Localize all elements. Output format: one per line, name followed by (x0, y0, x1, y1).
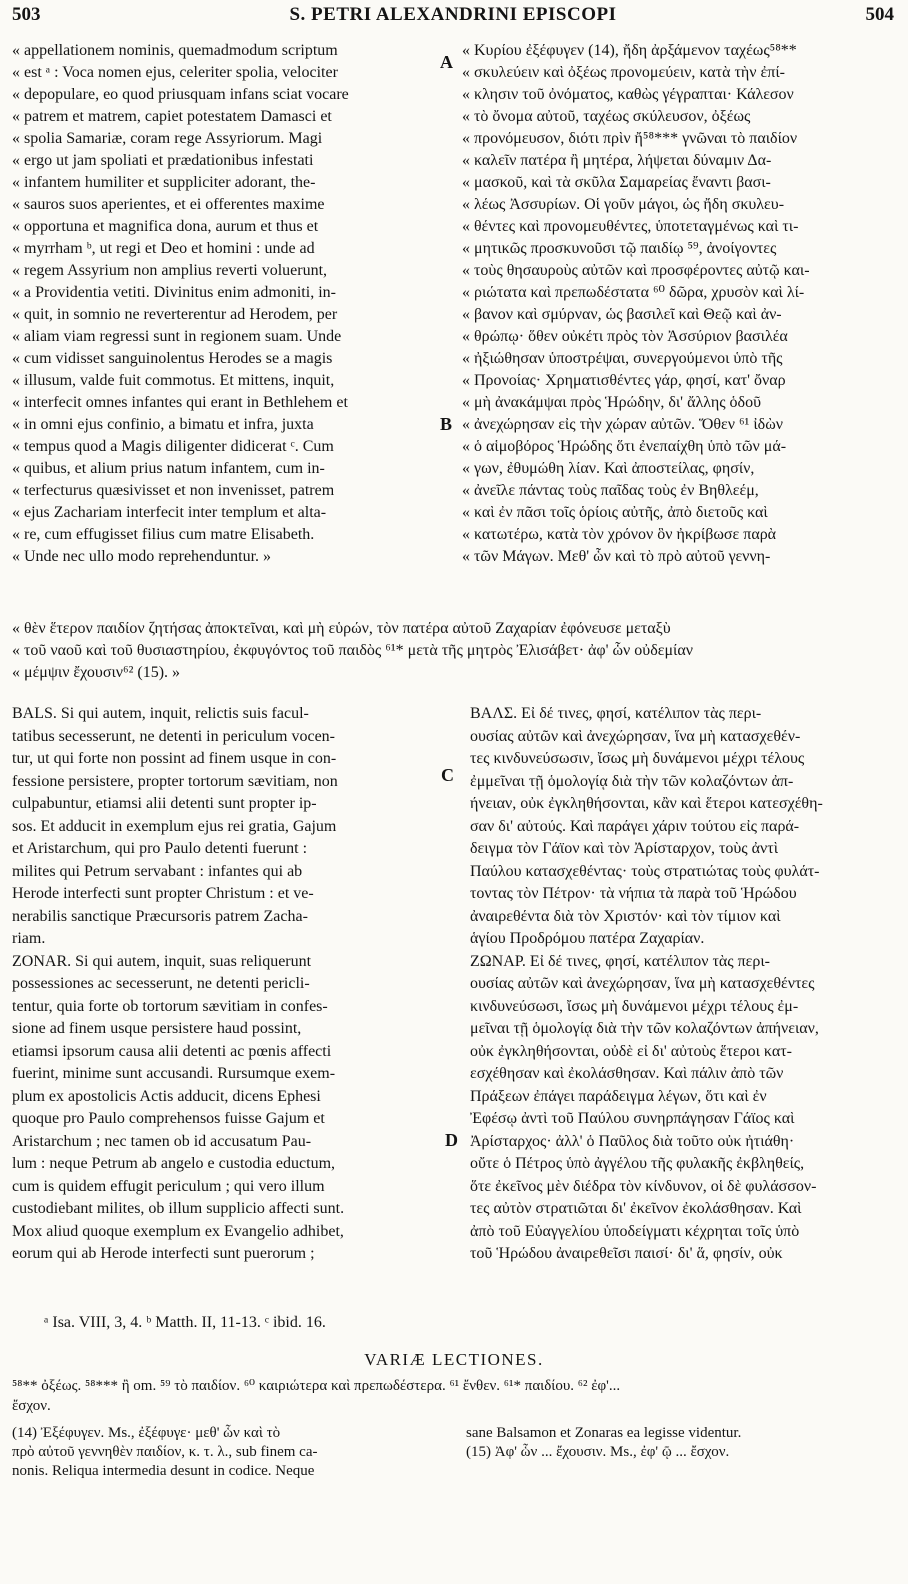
greek-commentary-line: ΒΑΛΣ. Εἰ δέ τινες, φησί, κατέλιπον τὰς περι- (470, 705, 762, 722)
footnote-line: sane Balsamon et Zonaras ea legisse videntur. (466, 1425, 742, 1441)
greek-line: « βανον καὶ σμύρναν, ὡς βασιλεῖ καὶ Θεῷ καὶ ἀν- (462, 306, 782, 323)
greek-line: « ριώτατα καὶ πρεπωδέστατα ⁶⁰ δῶρα, χρυσὸν καὶ λί- (462, 284, 805, 301)
greek-line: « τὸ ὄνομα αὐτοῦ, ταχέως σκύλευσον, ὀξέως (462, 108, 751, 125)
greek-line: « μασκοῦ, καὶ τὰ σκῦλα Σαμαρείας ἔναντι βασι- (462, 174, 771, 191)
variae-lectiones-title: VARIÆ LECTIONES. (364, 1350, 544, 1369)
footnote-line: (15) Ἀφ' ὧν ... ἔχουσιν. Ms., ἐφ' ῷ ... ἔσχον. (466, 1444, 730, 1460)
greek-line: « κατωτέρω, κατὰ τὸν χρόνον ὃν ἠκρίβωσε παρὰ (462, 526, 777, 543)
margin-mark-c: C (441, 765, 454, 785)
full-width-line: « μέμψιν ἔχουσιν⁶² (15). » (12, 664, 181, 681)
greek-line: « σκυλεύειν καὶ ὀξέως προνομεύειν, κατὰ τὴν ἐπί- (462, 64, 785, 81)
latin-line: « a Providentia vetiti. Divinitus enim admoniti, in- (12, 284, 336, 301)
page-title: S. PETRI ALEXANDRINI EPISCOPI (289, 4, 617, 25)
latin-commentary-column (12, 703, 442, 1266)
latin-line: « patrem et matrem, capiet potestatem Damasci et (12, 108, 332, 125)
greek-commentary-line: τοντας τὸν Πέτρον· τὰ νήπια τὰ παρὰ τοῦ Ἡρώδου (470, 885, 797, 902)
latin-line: « opportuna et magnifica dona, aurum et thus et (12, 218, 319, 235)
greek-commentary-line: τες κινδυνεύσωσιν, ἴσως μὴ δυνάμενοι μέχρι τέλους (470, 750, 805, 767)
latin-commentary-line: nerabilis sanctique Præcursoris patrem Zacha- (12, 907, 308, 925)
greek-commentary-line: τοῦ Ἡρώδου ἀναιρεθεῖσι παισί· δι' ἅ, φησίν, οὐκ (470, 1245, 783, 1262)
running-header (12, 4, 894, 32)
latin-commentary-line: ZONAR. Si qui autem, inquit, suas reliquerunt (12, 952, 312, 970)
greek-line: « μητικῶς προσκυνοῦσι τῷ παιδίῳ ⁵⁹, ἀνοίγοντες (462, 240, 777, 257)
latin-commentary-line: tatibus secesserunt, ne detenti in periculum vocen- (12, 727, 336, 745)
latin-line: « quit, in somnio ne reverterentur ad Herodem, per (12, 306, 338, 323)
greek-line: « ὁ αἱμοβόρος Ἡρώδης ὅτι ἐνεπαίχθη ὑπὸ τῶν μά- (462, 438, 787, 455)
latin-commentary-line: plum ex apostolicis Actis adducit, dicens Ephesi (12, 1087, 321, 1105)
latin-line: « Unde nec ullo modo reprehenduntur. » (12, 548, 272, 565)
greek-commentary-column (470, 703, 897, 1266)
latin-commentary-line: fessione persistere, propter tortorum sævitiam, non (12, 772, 338, 790)
latin-line: « ergo ut jam spoliati et prædationibus infestati (12, 152, 314, 169)
greek-line: « τοὺς θησαυροὺς αὐτῶν καὶ προσφέροντες αὐτῷ και- (462, 262, 810, 279)
variant-line: ⁵⁸** ὀξέως. ⁵⁸*** ἢ om. ⁵⁹ τὸ παιδίον. ⁶⁰ καιριώτερα καὶ πρεπωδέστερα. ⁶¹ ἔνθεν. ⁶¹* παιδίου. ⁶² ἐφ'... (12, 1378, 621, 1394)
latin-commentary-line: tur, ut qui forte non possint ad finem usque in con- (12, 750, 337, 767)
margin-mark-d: D (445, 1130, 458, 1150)
latin-commentary-line: sos. Et adducit in exemplum ejus rei gratia, Gajum (12, 817, 337, 835)
latin-line: « regem Assyrium non amplius reverti voluerunt, (12, 262, 328, 279)
latin-line: « interfecit omnes infantes qui erant in Bethlehem et (12, 394, 348, 411)
latin-commentary-line: Mox aliud quoque exemplum ex Evangelio adhibet, (12, 1222, 344, 1240)
latin-commentary-line: sione ad finem usque persistere haud possint, (12, 1020, 302, 1037)
greek-commentary-line: κινδυνεύσωσι, ἴσως μὴ δυνάμενοι μέχρι τέλους ἐμ- (470, 997, 799, 1015)
latin-commentary-line: eorum qui ab Herode interfecti sunt puerorum ; (12, 1245, 315, 1262)
latin-line: « quibus, et alium prius natum infantem, cum in- (12, 460, 325, 477)
latin-line: « ejus Zachariam interfecit inter templum et alta- (12, 504, 327, 521)
greek-line: « προνόμευσον, διότι πρὶν ἤ⁵⁸*** γνῶναι τὸ παιδίον (462, 130, 798, 147)
latin-commentary-line: milites qui Petrum servabant : infantes qui ab (12, 862, 303, 880)
greek-commentary-line: Πράξεων ἐπάγει παράδειγμα λέγων, ὅτι καὶ ἐν (470, 1087, 767, 1105)
greek-line: « μὴ ἀνακάμψαι πρὸς Ἡρώδην, δι' ἄλλης ὁδοῦ (462, 394, 761, 411)
greek-commentary-line: Ἀρίσταρχος· ἀλλ' ὁ Παῦλος διὰ τοῦτο οὐκ ἠτιάθη· (470, 1132, 795, 1150)
greek-commentary-line: ΖΩΝΑΡ. Εἰ δέ τινες, φησί, κατέλιπον τὰς περι- (470, 952, 770, 970)
greek-line: « ἀνεχώρησαν εἰς τὴν χώραν αὐτῶν. Ὅθεν ⁶¹ ἰδὼν (462, 416, 783, 433)
latin-line: « aliam viam regressi sunt in regionem suam. Unde (12, 328, 342, 345)
latin-line: « spolia Samariæ, coram rege Assyriorum. Magi (12, 130, 323, 147)
greek-line: « κλησιν τοῦ ὀνόματος, καθὼς γέγραπται· Κάλεσον (462, 86, 794, 103)
footnote-line: nonis. Reliqua intermedia desunt in codice. Neque (12, 1463, 315, 1479)
greek-commentary-line: σαν δι' αὐτούς. Καὶ παράγει χάριν τούτου εἰς παρά- (470, 817, 800, 835)
latin-commentary-line: possessiones ac secesserunt, ne detenti pericli- (12, 975, 310, 992)
greek-commentary-line: ἐμμεῖναι τῇ ὁμολογίᾳ διὰ τὴν τῶν κολαζόντων ἀπ- (470, 772, 794, 790)
latin-line: « est ᵃ : Voca nomen ejus, celeriter spolia, velociter (12, 64, 338, 81)
greek-commentary-line: Ἐφέσῳ ἀντὶ τοῦ Παύλου συνηρπάγησαν Γάϊος καὶ (470, 1110, 795, 1127)
latin-commentary-line: fuerint, minime sunt accusandi. Rursumque exem- (12, 1065, 336, 1082)
latin-commentary-line: custodiebant milites, ob illum supplicio affecti sunt. (12, 1200, 345, 1217)
latin-commentary-line: cum is quidem effugit periculum ; qui vero illum (12, 1177, 325, 1195)
greek-commentary-line: ἀναιρεθέντα διὰ τὸν Χριστόν· καὶ τὸν τίμιον καὶ (470, 907, 781, 925)
latin-line: « illusum, valde fuit commotus. Et mittens, inquit, (12, 372, 335, 389)
footnote-line: πρὸ αὐτοῦ γεννηθὲν παιδίον, κ. τ. λ., sub finem ca- (12, 1444, 318, 1460)
greek-line: « θρώπῳ· ὅθεν οὐκέτι πρὸς τὸν Ἀσσύριον βασιλέα (462, 328, 788, 345)
greek-commentary-line: ἀπὸ τοῦ Εὐαγγελίου ὑποδείγματι κέχρηται τοῖς ὑπὸ (470, 1222, 800, 1240)
greek-line: « καὶ ἐν πᾶσι τοῖς ὁρίοις αὐτῆς, ἀπὸ διετοῦς καὶ (462, 504, 768, 521)
full-width-line: « θὲν ἕτερον παιδίον ζητήσας ἀποκτεῖναι, καὶ μὴ εὑρών, τὸν πατέρα αὐτοῦ Ζαχαρίαν ἐφόνευσε μεταξὺ (12, 620, 671, 637)
full-width-line: « τοῦ ναοῦ καὶ τοῦ θυσιαστηρίου, ἐκφυγόντος τοῦ παιδὸς ⁶¹* μετὰ τῆς μητρὸς Ἐλισάβετ· ἀφ' ὧν οὐδεμίαν (12, 642, 693, 659)
greek-line: « Προνοίας· Χρηματισθέντες γάρ, φησί, κατ' ὄναρ (462, 372, 786, 389)
latin-line: « cum vidisset sanguinolentus Herodes se a magis (12, 350, 333, 367)
greek-commentary-line: οὐκ ἐγκληθήσονται, οὐδὲ εἰ δι' αὐτοὺς ἕτεροι κατ- (470, 1042, 792, 1060)
latin-commentary-line: et Aristarchum, qui pro Paulo detenti fuerunt : (12, 840, 308, 857)
latin-commentary-line: BALS. Si qui autem, inquit, relictis suis facul- (12, 705, 309, 722)
latin-commentary-line: riam. (12, 930, 46, 947)
footnotes-left (12, 1424, 442, 1481)
scripture-references: ᵃ Isa. VIII, 3, 4. ᵇ Matth. II, 11-13. ᶜ ibid. 16. (44, 1314, 326, 1331)
latin-line: « myrrham ᵇ, ut regi et Deo et homini : unde ad (12, 240, 315, 257)
greek-commentary-line: εσχέθησαν καὶ ἐκολάσθησαν. Καὶ πάλιν ἀπὸ τῶν (470, 1065, 784, 1082)
greek-commentary-line: ουσίας αὐτῶν καὶ ἀνεχώρησαν, ἵνα μὴ κατασχεθέντες (470, 975, 815, 992)
page-number-right: 504 (865, 4, 894, 25)
greek-commentary-line: ἁγίου Προδρόμου πατέρα Ζαχαρίαν. (470, 930, 705, 947)
latin-commentary-line: Aristarchum ; nec tamen ob id accusatum Pau- (12, 1132, 312, 1150)
latin-line: « tempus quod a Magis diligenter didicerat ᶜ. Cum (12, 438, 334, 455)
greek-commentary-line: ήνειαν, οὐκ ἐγκληθήσονται, κἂν καὶ ἕτεροι κατεσχέθη- (470, 795, 823, 812)
page-number-left: 503 (12, 4, 41, 25)
variant-line: ἔσχον. (12, 1398, 51, 1414)
greek-commentary-line: μεῖναι τῇ ὁμολογίᾳ διὰ τὴν τῶν κολαζόντων ἀπήνειαν, (470, 1020, 819, 1037)
greek-line: « τῶν Μάγων. Μεθ' ὧν καὶ τὸ πρὸ αὐτοῦ γεννη- (462, 548, 771, 565)
full-width-greek-lines (12, 618, 898, 684)
greek-commentary-line: Παύλου κατασχεθέντας· τοὺς στρατιώτας τοὺς φυλάτ- (470, 862, 820, 880)
greek-line: « ἀνεῖλε πάντας τοὺς παῖδας τοὺς ἐν Βηθλεέμ, (462, 482, 759, 499)
greek-line: « καλεῖν πατέρα ἢ μητέρα, λήψεται δύναμιν Δα- (462, 152, 772, 169)
latin-line: « depopulare, eo quod priusquam infans sciat vocare (12, 86, 349, 103)
latin-commentary-line: quoque pro Paulo comprehensos fuisse Gajum et (12, 1110, 325, 1127)
footnotes-right (466, 1424, 898, 1462)
greek-line: « Κυρίου ἐξέφυγεν (14), ἤδη ἀρξάμενον ταχέως⁵⁸** (462, 42, 797, 59)
latin-text-column (12, 40, 442, 568)
latin-line: « terfecturus quæsivisset et non invenisset, patrem (12, 482, 335, 499)
latin-commentary-line: etiamsi ipsorum causa alii detenti ac pœnis affecti (12, 1042, 332, 1060)
greek-commentary-line: δειγμα τὸν Γάϊον καὶ τὸν Ἀρίσταρχον, τοὺς ἀντὶ (470, 840, 778, 857)
margin-mark-a: A (440, 52, 453, 72)
greek-line: « θέντες καὶ προνομευθέντες, ὑποτεταγμένως καὶ τι- (462, 218, 799, 235)
latin-line: « appellationem nominis, quemadmodum scriptum (12, 42, 338, 59)
greek-commentary-line: ὅτε ἐκεῖνος μὲν διέδρα τὸν κίνδυνον, οἱ δὲ φυλάσσον- (470, 1177, 817, 1195)
greek-line: « λέως Ἀσσυρίων. Οἱ γοῦν μάγοι, ὡς ἤδη σκυλευ- (462, 196, 785, 213)
latin-commentary-line: lum : neque Petrum ab angelo e custodia eductum, (12, 1155, 336, 1172)
greek-text-column (462, 40, 897, 568)
greek-commentary-line: τες αὐτὸν στρατιῶται δι' ἐκεῖνον ἐκολάσθησαν. Καὶ (470, 1200, 802, 1217)
latin-commentary-line: tentur, quia forte ob tortorum sævitiam in confes- (12, 997, 328, 1015)
greek-line: « ἠξιώθησαν ὑποστρέψαι, συνεργούμενοι ὑπὸ τῆς (462, 350, 783, 367)
latin-line: « infantem humiliter et suppliciter adorant, the- (12, 174, 316, 191)
latin-line: « sauros suos aperientes, et ei offerentes maxime (12, 196, 325, 213)
greek-line: « γων, ἐθυμώθη λίαν. Καὶ ἀποστείλας, φησίν, (462, 460, 755, 477)
footnote-line: (14) Ἐξέφυγεν. Ms., ἐξέφυγε· μεθ' ὧν καὶ τὸ (12, 1425, 281, 1441)
latin-commentary-line: Herode interfecti sunt propter Christum : et ve- (12, 885, 314, 902)
greek-commentary-line: ουσίας αὐτῶν καὶ ἀνεχώρησαν, ἵνα μὴ κατασχεθέν- (470, 727, 801, 745)
latin-line: « in omni ejus confinio, a bimatu et infra, juxta (12, 416, 314, 433)
latin-line: « re, cum effugisset filius cum matre Elisabeth. (12, 526, 315, 543)
greek-commentary-line: οὔτε ὁ Πέτρος ὑπὸ ἀγγέλου τῆς φυλακῆς ἐκβληθείς, (470, 1155, 805, 1172)
margin-mark-b: B (440, 414, 453, 434)
variae-lectiones-list (12, 1376, 898, 1416)
latin-commentary-line: culpabuntur, etiamsi alii detenti sunt propter ip- (12, 795, 317, 812)
